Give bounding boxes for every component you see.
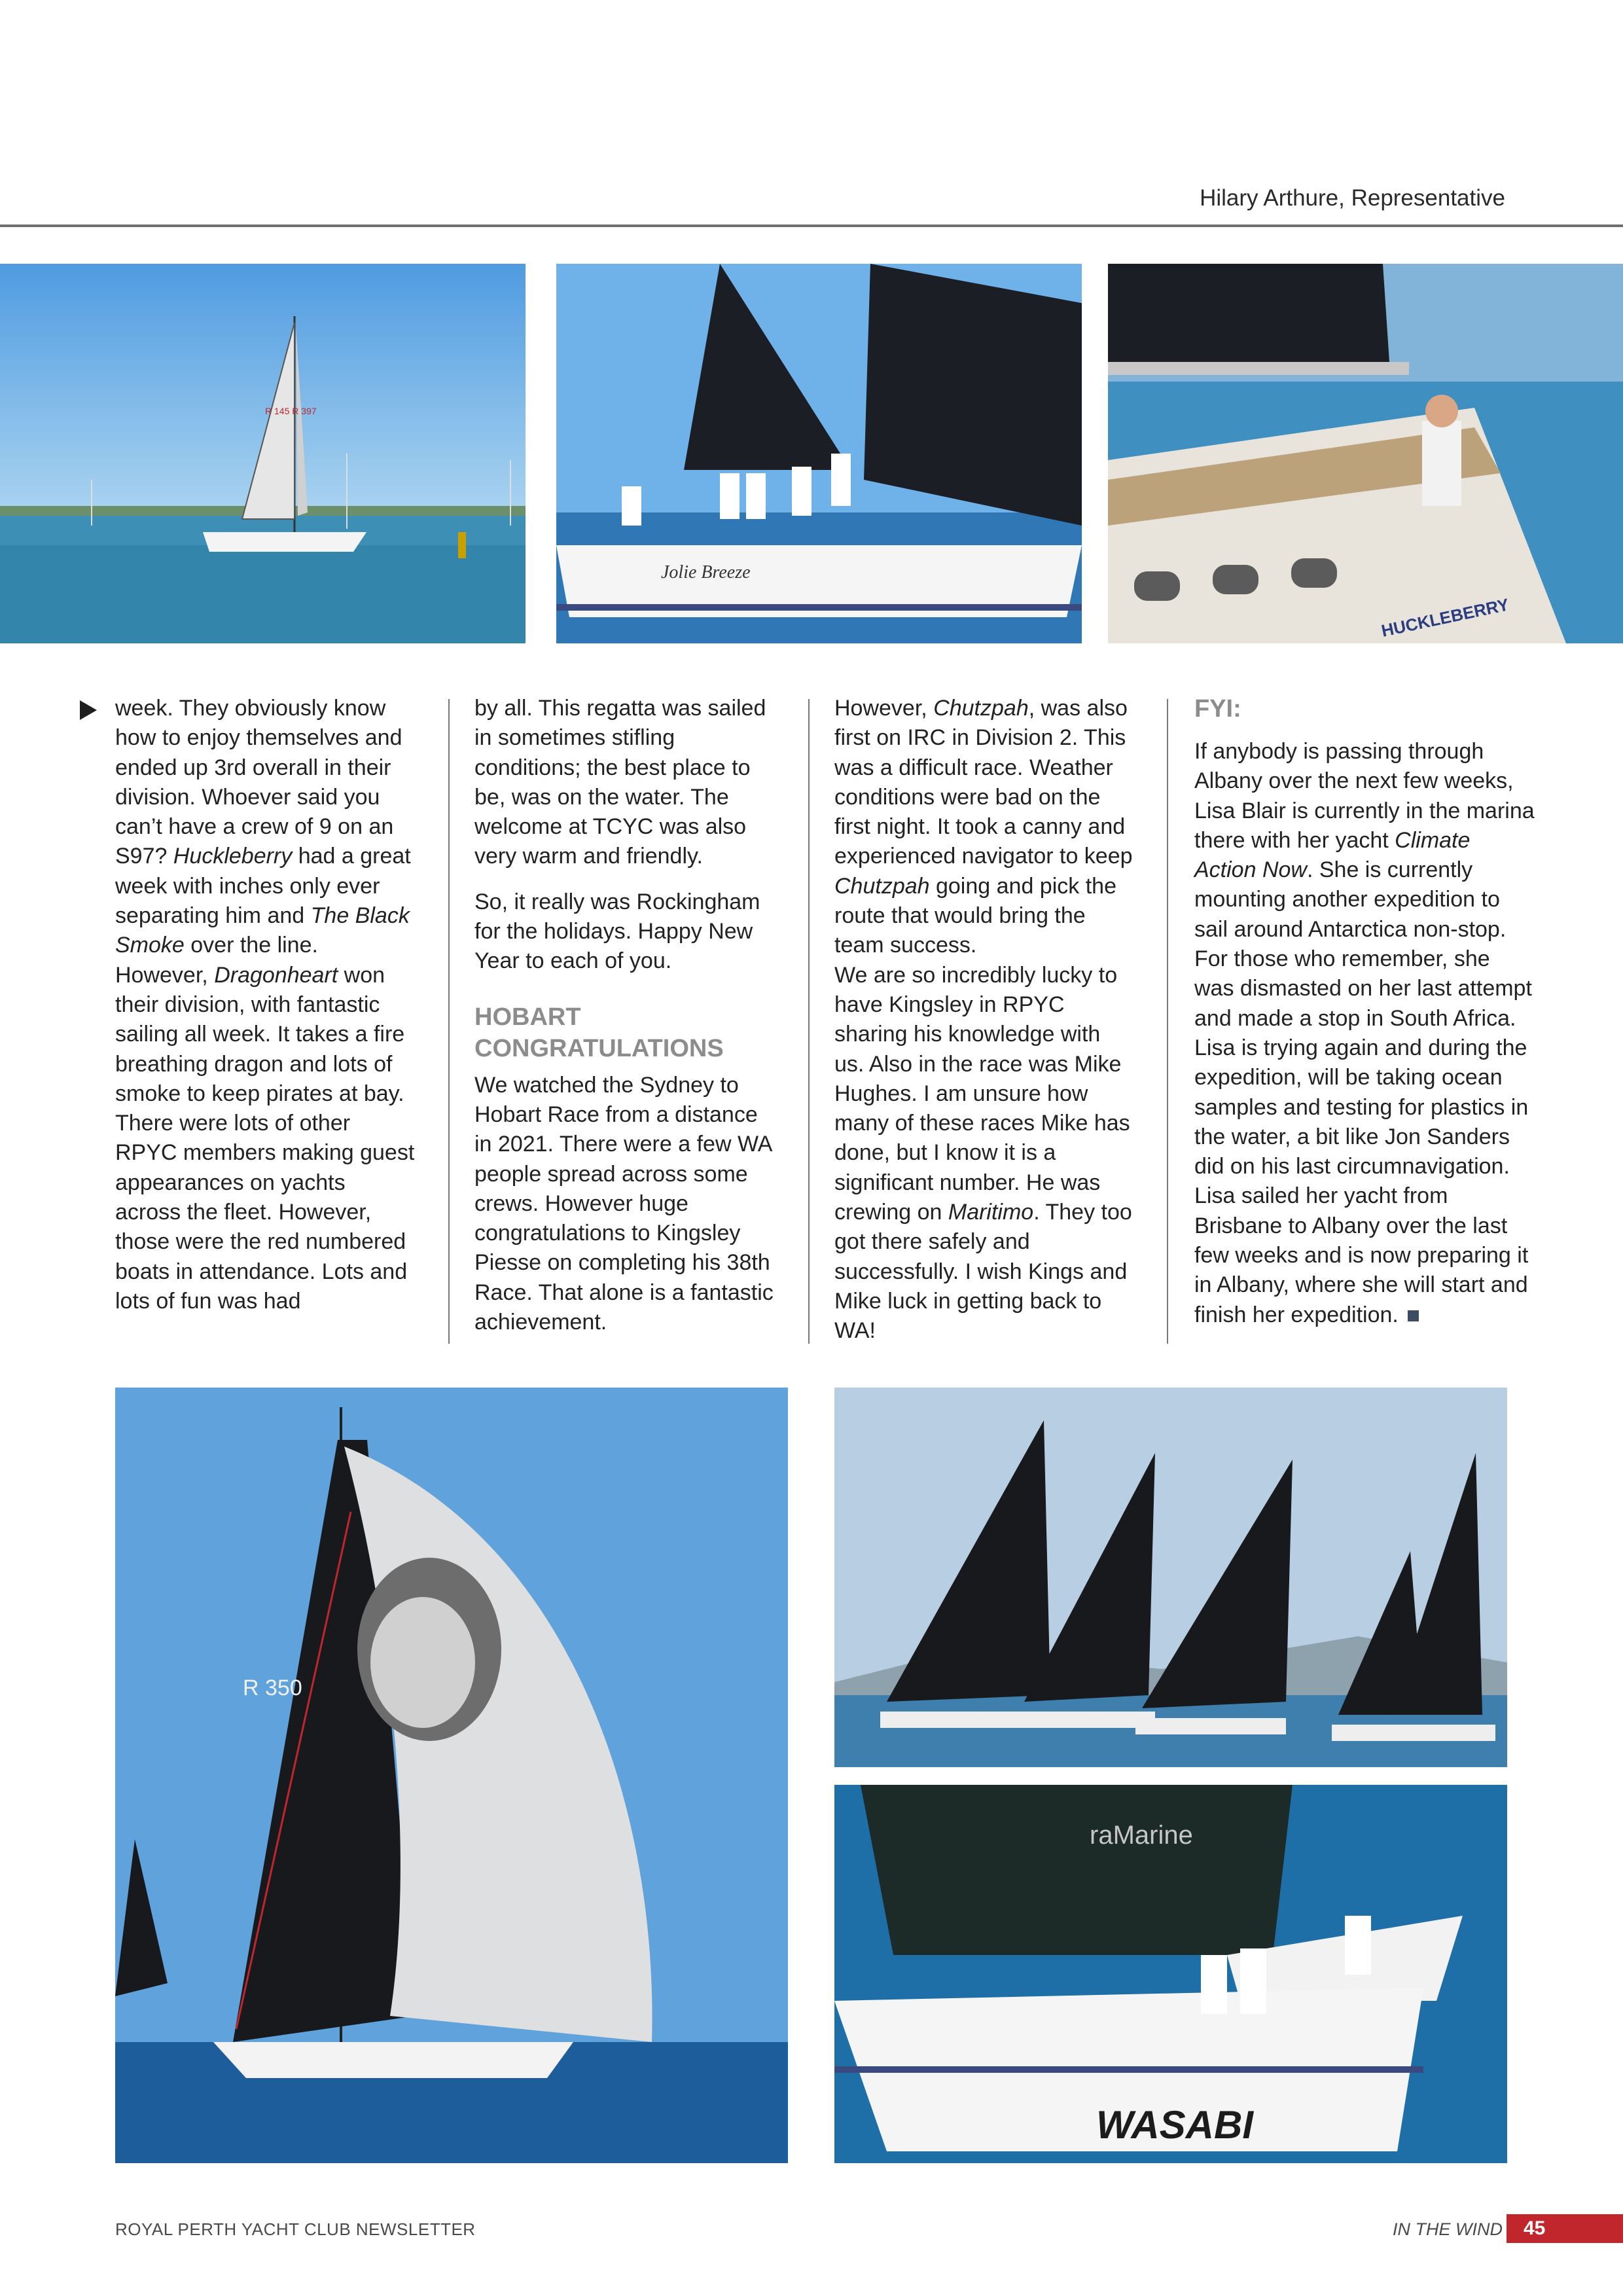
article-column-4 <box>1194 694 1535 1346</box>
hull-name-text: HUCKLEBERRY <box>1380 594 1511 641</box>
author-byline: Hilary Arthure, Representative <box>1200 185 1505 211</box>
end-of-article-icon <box>1408 1310 1419 1321</box>
paragraph: We are so incredibly lucky to have Kingsley in RPYC sharing his knowledge with us. Also in the race was Mike Hughes. I am unsure how many of these races Mike has done, but I know it is a significant number. He was crewing on Maritimo. They too got there safely and successfully. I wish Kings and Mike luck in getting back to WA! <box>834 962 1132 1344</box>
hull-name-text: WASABI <box>1096 2103 1253 2147</box>
sail-number-text: R 350 <box>243 1676 302 1700</box>
photo-racing-fleet <box>834 1388 1507 1767</box>
paragraph: However, Chutzpah, was also first on IRC in Division 2. This was a difficult race. Weather conditions were bad on the first night. It took a canny and experienced navigator to keep Chutzpah going and pick the route that would bring the team success. <box>834 696 1133 958</box>
article-column-1 <box>115 694 416 1332</box>
photo-huckleberry-crew <box>1108 264 1623 643</box>
photo-jolie-breeze-crew <box>556 264 1082 643</box>
article-column-3 <box>834 694 1135 1362</box>
section-name: IN THE WIND <box>1393 2219 1503 2239</box>
photo-wasabi-crew <box>834 1785 1507 2163</box>
column-divider <box>808 699 810 1344</box>
paragraph: We watched the Sydney to Hobart Race from a distance in 2021. There were a few WA people spread across some crews. However huge congratulations to Kingsley Piesse on completing his 38th Race. That alone is a fantastic achievement. <box>474 1072 774 1335</box>
section-heading: HOBART CONGRATULATIONS <box>474 1003 724 1062</box>
header-rule <box>0 224 1623 227</box>
hull-name-text: Jolie Breeze <box>661 562 751 583</box>
photo-spinnaker-yacht <box>115 1388 788 2163</box>
column-divider <box>1167 699 1168 1344</box>
continued-arrow-icon <box>80 700 97 720</box>
paragraph: So, it really was Rockingham for the holidays. Happy New Year to each of you. <box>474 889 760 974</box>
sail-number-text: R 145 R 397 <box>265 406 317 416</box>
paragraph: week. They obviously know how to enjoy themselves and ended up 3rd overall in their division. Whoever said you can’t have a crew of 9 on an S97? Huckleberry had a great week with inches only ever separating him and The Black Smoke over the line. However, Dragonheart won their division, with fantastic sailing all week. It takes a fire breathing dragon and lots of smoke to keep pirates at bay. There were lots of other RPYC members making guest appearances on yachts across the fleet. However, those were the red numbered boats in attendance. Lots and lots of fun was had <box>115 696 415 1314</box>
paragraph: by all. This regatta was sailed in sometimes stifling conditions; the best place to be, was on the water. The welcome at TCYC was also very warm and friendly. <box>474 696 766 869</box>
sponsor-text: raMarine <box>1090 1821 1193 1850</box>
article-column-2 <box>474 694 776 1353</box>
newsletter-title: ROYAL PERTH YACHT CLUB NEWSLETTER <box>115 2219 476 2239</box>
photo-yacht-at-anchor <box>0 264 526 643</box>
column-divider <box>448 699 450 1344</box>
paragraph: If anybody is passing through Albany over the next few weeks, Lisa Blair is currently in the marina there with her yacht Climate Action Now. She is currently mounting another expedition to sail around Antarctica non-stop. For those who remember, she was dismasted on her last attempt and made a stop in South Africa. Lisa is trying again and during the expedition, will be taking ocean samples and testing for plastics in the water, a bit like Jon Sanders did on his last circumnavigation. Lisa sailed her yacht from Brisbane to Albany over the last few weeks and is now preparing it in Albany, where she will start and finish her expedition. <box>1194 739 1535 1327</box>
page-number: 45 <box>1507 2214 1623 2243</box>
fyi-heading: FYI: <box>1194 695 1241 723</box>
